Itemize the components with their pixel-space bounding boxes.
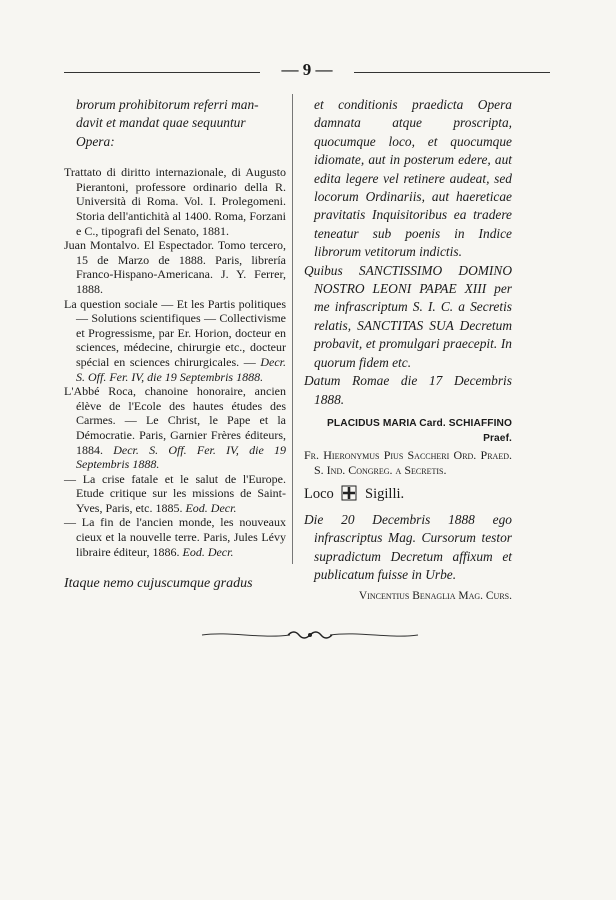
intro-text — [64, 96, 286, 151]
intro-line: davit et mandat quae sequuntur — [76, 115, 246, 131]
column-divider — [292, 94, 293, 564]
signature-secretary — [304, 448, 512, 477]
page-number: — 9 — — [281, 60, 333, 79]
book-entry — [64, 472, 286, 516]
loco-sigilli — [304, 485, 512, 505]
entry-text: — La crise fatale et le salut de l'Europe. Etude critique sur les missions de Saint-Yves, Paris, etc. 1885. — [64, 471, 286, 515]
page-header — [64, 60, 550, 82]
signature-secretary-text: Fr. Hieronymus Pius Saccheri Ord. Praed. S. Ind. Congreg. a Secretis. — [304, 448, 512, 477]
die-paragraph: Die 20 Decembris 1888 ego infrascriptus Mag. Cursorum testor supradictum Decretum affixum et publicatum fuisse in Urbe. — [304, 511, 512, 583]
book-entry — [64, 238, 286, 296]
quibus-paragraph: Quibus SANCTISSIMO DOMINO NOSTRO LEONI PAPAE XIII per me infrascriptum S. I. C. a Secretis relatis, SANCTITAS SUA Decretum probavit, et promulgari praecepit. In quorum fidem etc. — [304, 262, 512, 370]
intro-line: Opera: — [76, 133, 115, 149]
book-entry — [64, 384, 286, 472]
entry-text: La question sociale — Et les Partis politiques — Solutions scientifiques — Collectivisme et Progressisme, par Er. Horion, docteur en sciences, médecine, chirurgie etc., docteur spécial en sciences chirurgicales. — — [64, 296, 286, 369]
datum-line: Datum Romae die 17 Decembris 1888. — [304, 373, 512, 407]
entry-text: — La fin de l'ancien monde, les nouveaux cieux et la nouvelle terre. Paris, Jules Lévy libraire éditeur, 1886. — [64, 515, 286, 559]
intro-line: brorum prohibitorum referri man- — [76, 97, 259, 112]
entry-decree: Eod. Decr. — [185, 500, 237, 515]
signature-magister: Vincentius Benaglia Mag. Curs. — [358, 589, 512, 602]
entry-decree: Decr. S. Off. Fer. IV, die 19 Septembris 1888. — [76, 354, 287, 384]
signature-praefect: PLACIDUS MARIA Card. SCHIAFFINO Praef. — [327, 417, 512, 444]
cross-seal-icon — [341, 485, 357, 505]
closing-line: Itaque nemo cujuscumque gradus — [64, 576, 253, 592]
book-entry — [64, 515, 286, 559]
loco-label: Loco — [304, 486, 334, 503]
header-rule-left — [64, 72, 260, 73]
entry-decree: Decr. S. Off. Fer. IV, die 19 Septembris 1888. — [76, 442, 287, 472]
book-entry — [64, 297, 286, 385]
continuation-text: et conditionis praedicta Opera damnata atque proscripta, quocumque loco, et quocumque idiomate, aut in posterum edere, aut edita legere vel retinere audeat, sed locorum Ordinariis, aut haereticae pravitatis Inquisitoribus ea tradere teneatur sub poenis in Indice librorum vetitorum indictis. — [314, 97, 512, 260]
sigilli-label: Sigilli. — [365, 486, 405, 503]
book-entry — [64, 165, 286, 238]
right-column — [304, 96, 512, 603]
left-column — [64, 96, 286, 594]
entry-text: L'Abbé Roca, chanoine honoraire, ancien élève de l'Ecole des hautes études des Carmes. — Le Christ, le Pape et la Démocratie. Paris, Garnier Frères éditeurs, 1884. — [64, 384, 286, 457]
header-rule-right — [354, 72, 550, 73]
ornament-divider — [200, 628, 420, 642]
entry-text: Trattato di diritto internazionale, di Augusto Pierantoni, professore ordinario della R. Università di Roma. Vol. I. Prolegomeni. Storia dell'antichità al 1400. Roma, Forzani e C., tipografi del Senato, 1881. — [64, 165, 286, 238]
entry-decree: Eod. Decr. — [182, 544, 234, 559]
entry-text: Juan Montalvo. El Espectador. Tomo tercero, 15 de Marzo de 1888. Paris, librería Franco-Hispano-Americana. J. Y. Ferrer, 1888. — [64, 238, 286, 296]
